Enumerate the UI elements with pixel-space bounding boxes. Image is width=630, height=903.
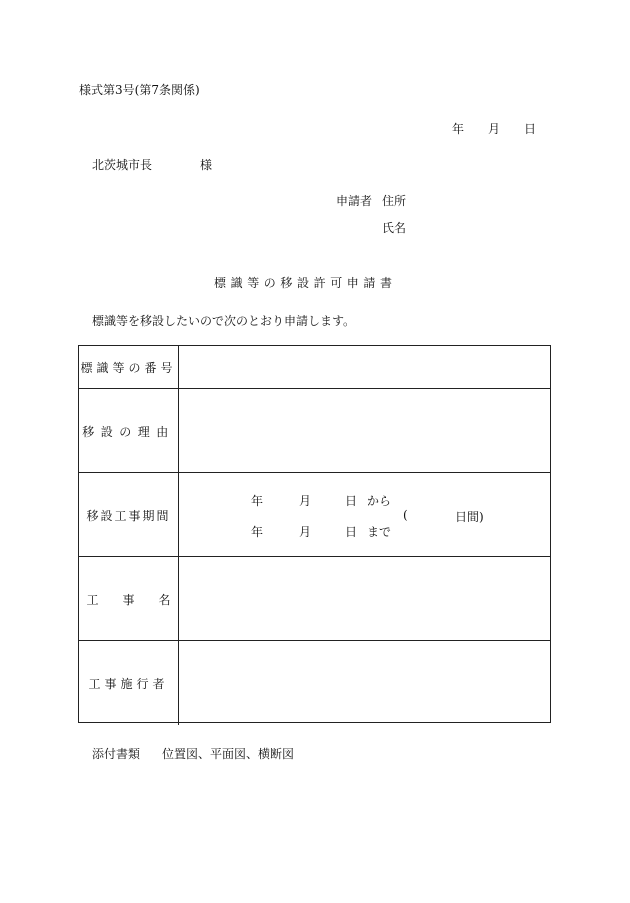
period-to-month: 月 bbox=[299, 525, 312, 539]
period-from-suffix: から bbox=[367, 494, 392, 508]
table-row bbox=[79, 472, 550, 557]
addressee-name: 北茨城市長 bbox=[92, 158, 153, 172]
construction-name-label: 工 事 名 bbox=[86, 592, 171, 607]
row-label-construction-period: 移設工事期間 bbox=[79, 473, 179, 557]
date-day-label: 日 bbox=[524, 122, 537, 136]
row-label-sign-number: 標識等の番号 bbox=[79, 346, 179, 388]
period-to-suffix: まで bbox=[367, 525, 392, 539]
row-label-contractor: 工事施行者 bbox=[79, 641, 179, 725]
document-title: 標識等の移設許可申請書 bbox=[214, 276, 397, 290]
applicant-name-label: 氏名 bbox=[382, 221, 407, 235]
construction-period-field[interactable] bbox=[179, 473, 550, 557]
attachments-label: 添付書類 bbox=[92, 747, 141, 761]
period-from-year: 年 bbox=[251, 494, 264, 508]
table-row bbox=[79, 556, 550, 641]
period-to-year: 年 bbox=[251, 525, 264, 539]
period-from-day: 日 bbox=[345, 494, 358, 508]
submission-date bbox=[452, 120, 536, 137]
form-number: 様式第3号(第7条関係) bbox=[79, 83, 200, 97]
table-row bbox=[79, 640, 550, 725]
contractor-field[interactable] bbox=[179, 641, 550, 725]
addressee-honorific: 様 bbox=[200, 158, 213, 172]
duration-open-paren: ( bbox=[403, 508, 408, 522]
table-row bbox=[79, 388, 550, 473]
addressee bbox=[92, 156, 212, 173]
application-table bbox=[78, 345, 551, 723]
relocation-reason-field[interactable] bbox=[179, 389, 550, 473]
date-year-label: 年 bbox=[452, 122, 465, 136]
applicant-address-label: 住所 bbox=[382, 194, 407, 208]
table-row bbox=[79, 346, 550, 388]
sign-number-field[interactable] bbox=[179, 346, 550, 388]
row-label-construction-name bbox=[79, 557, 179, 641]
period-to-day: 日 bbox=[345, 525, 358, 539]
intro-text: 標識等を移設したいので次のとおり申請します。 bbox=[92, 314, 356, 328]
date-month-label: 月 bbox=[488, 122, 501, 136]
period-from-month: 月 bbox=[299, 494, 312, 508]
row-label-relocation-reason: 移設の理由 bbox=[79, 389, 179, 473]
attachments bbox=[92, 745, 294, 762]
construction-name-field[interactable] bbox=[179, 557, 550, 641]
attachments-list: 位置図、平面図、横断図 bbox=[162, 747, 295, 761]
duration-label: 日間) bbox=[455, 510, 484, 524]
applicant-address-line bbox=[336, 192, 406, 209]
applicant-label: 申請者 bbox=[336, 194, 373, 208]
